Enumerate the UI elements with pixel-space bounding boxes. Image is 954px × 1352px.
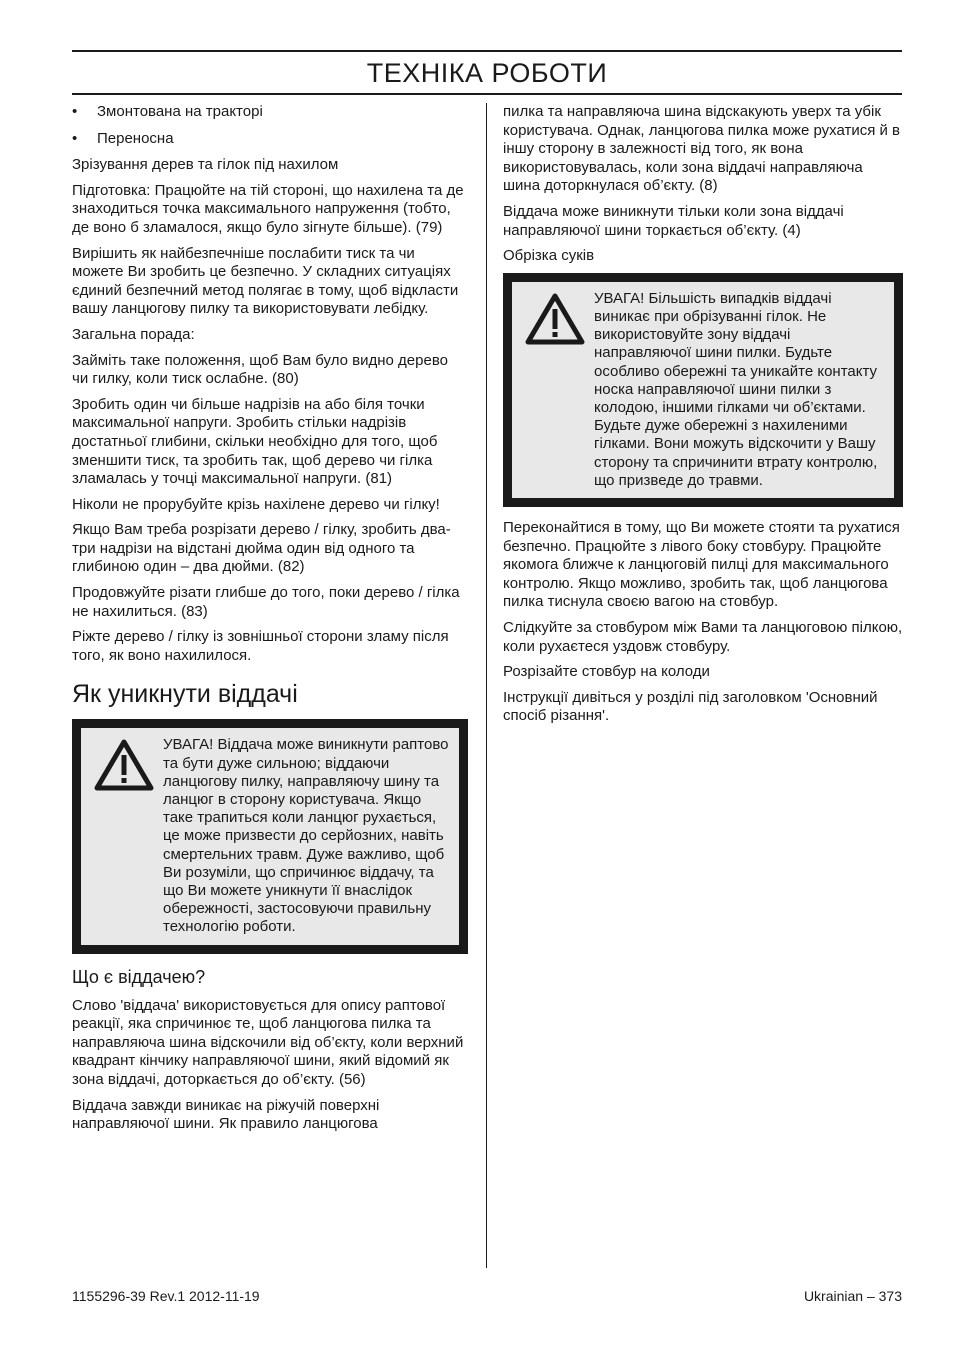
warning-text: УВАГА! Віддача може виникнути раптово та бути дуже сильною; віддаючи ланцюгову пилку, направляючу шину та ланцюг в сторону користувача. Якщо таке трапиться коли ланцюг рухається, це може призвести до серйозних, навіть смертельних травм. Дуже важливо, щоб Ви розуміли, що спричинює віддачу, та що Ви можете уникнути її внаслідок обережності, застосовуючи правильну технологію роботи. bbox=[163, 736, 449, 936]
paragraph: Якщо Вам треба розрізати дерево / гілку, зробить два-три надрізи на відстані дюйма один від одного та глибиною один – два дюйми. (82) bbox=[72, 521, 451, 576]
warning-text: УВАГА! Більшість випадків віддачі виникає при обрізуванні гілок. Не використовуйте зону віддачі направляючої шини пилки. Будьте особливо обережні та уникайте контакту носка направляючої шини пилки з колодою, іншими гілками чи об’єктами. Будьте дуже обережні з нахиленими гілками. Вони можуть відскочити у Вашу сторону та спричинити втрату контролю, що призведе до травми. bbox=[594, 289, 878, 489]
paragraph: Віддача завжди виникає на ріжучій поверхні направляючої шини. Як правило ланцюгова bbox=[72, 1096, 380, 1133]
list-item bbox=[72, 103, 468, 122]
footer-page-number: Ukrainian – 373 bbox=[803, 1288, 902, 1304]
paragraph: Загальна порада: bbox=[72, 325, 195, 343]
paragraph: Ріжте дерево / гілку із зовнішньої сторони зламу після того, як воно нахилилося. bbox=[72, 628, 449, 664]
page-title: ТЕХНІКА РОБОТИ bbox=[366, 58, 608, 88]
paragraph: Розрізайте стовбур на колоди bbox=[503, 663, 710, 681]
paragraph: Віддача може виникнути тільки коли зона віддачі направляючої шини торкається об’єкту. (4) bbox=[503, 202, 844, 239]
header-rule-top bbox=[72, 50, 902, 52]
column-divider bbox=[486, 103, 487, 1268]
paragraph: Переконайтися в тому, що Ви можете стояти та рухатися безпечно. Працюйте з лівого боку стовбуру. Працюйте якомога ближче к ланцюговій пилці для максимального контролю. Якщо можливо, зробить так, щоб ланцюгова пилка тиснула своєю вагою на стовбур. bbox=[503, 518, 900, 611]
warning-box-inner bbox=[81, 728, 459, 944]
paragraph: Слово 'віддача' використовується для опису раптової реакції, яка спричинює те, щоб ланцюгова пилка та направляюча шина відскочили від об’єкту, коли верхний квадрант кінчику направляючої шини, який відомий як зона віддачі, доторкається до об’єкту. (56) bbox=[72, 996, 464, 1089]
paragraph: Підготовка: Працюйте на тій стороні, що нахилена та де знаходиться точка максимального напруження (тобто, де воно б зламалося, якщо було зігнуте більше). (79) bbox=[72, 181, 464, 236]
paragraph: Інструкції дивіться у розділі під заголовком 'Основний спосіб різання'. bbox=[503, 688, 878, 725]
footer-doc-id: 1155296-39 Rev.1 2012-11-19 bbox=[72, 1288, 260, 1304]
warning-box bbox=[72, 719, 468, 953]
paragraph: Займіть таке положення, щоб Вам було видно дерево чи гилку, коли тиск ослабне. (80) bbox=[72, 351, 448, 388]
section-heading: Як уникнути віддачі bbox=[72, 680, 298, 709]
paragraph: Зрізування дерев та гілок під нахилом bbox=[72, 156, 339, 174]
list-item-text: Переносна bbox=[97, 129, 174, 147]
paragraph: Продовжуйте різати глибше до того, поки дерево / гілка не нахилиться. (83) bbox=[72, 584, 460, 620]
paragraph: Вирішить як найбезпечніше послабити тиск та чи можете Ви зробить це безпечно. У складних ситуаціях єдиний безпечний метод полягає в тому, щоб відкласти вашу ланцюгову пилку та використовувати лебідку. bbox=[72, 244, 459, 318]
paragraph: Слідкуйте за стовбуром між Вами та ланцюговою пілкою, коли рухаєтеся уздовж стовбуру. bbox=[503, 618, 903, 655]
right-column bbox=[503, 103, 903, 733]
paragraph: пилка та направляюча шина відскакують уверх та убік користувача. Однак, ланцюгова пилка може рухатися й в іншу сторону в залежності від того, як вона використовувалась, коли зона віддачі направляюча шина доторкнулася об’єкту. (8) bbox=[503, 103, 901, 195]
list-item-text: Змонтована на тракторі bbox=[97, 103, 263, 120]
paragraph: Обрізка суків bbox=[503, 247, 595, 265]
paragraph: Зробить один чи більше надрізів на або біля точки максимальної напруги. Зробить стільки надрізів достатньої глибини, скільки необхідно для того, щоб зменшити тиск, та зробить так, щоб дерево чи гілка зламалась у точці максимальної напруги. (81) bbox=[72, 395, 438, 488]
paragraph: Ніколи не прорубуйте крізь нахілене дерево чи гілку! bbox=[72, 495, 440, 513]
warning-box bbox=[503, 273, 903, 507]
subsection-heading: Що є віддачею? bbox=[72, 966, 206, 987]
left-column bbox=[72, 103, 468, 1141]
warning-triangle-icon bbox=[516, 290, 594, 490]
bullet-icon: • bbox=[72, 129, 78, 147]
header-rule-bottom bbox=[72, 93, 902, 95]
bullet-icon: • bbox=[72, 103, 78, 120]
list-item bbox=[72, 130, 468, 149]
warning-triangle-icon bbox=[85, 736, 163, 936]
warning-box-inner bbox=[512, 282, 894, 498]
